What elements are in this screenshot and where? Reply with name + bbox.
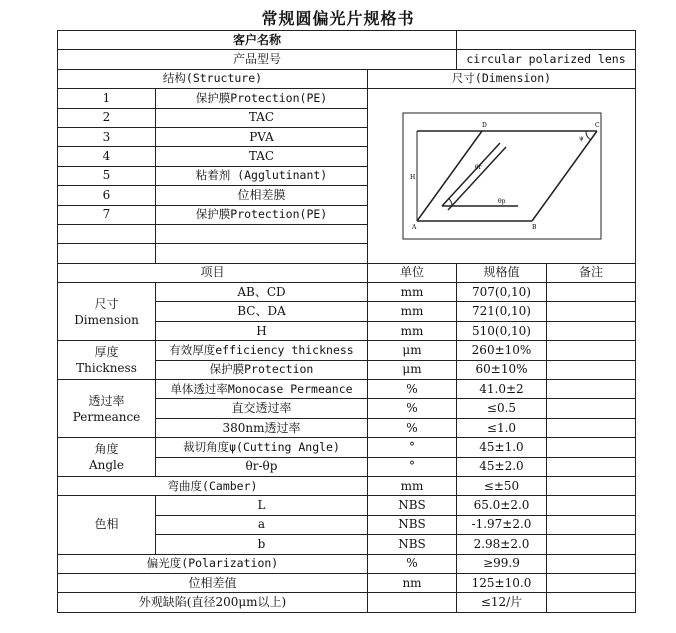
label-h: H — [409, 173, 415, 181]
spec-item: L — [156, 496, 368, 515]
spec-item: 直交透过率 — [156, 399, 368, 418]
spec-remark — [547, 593, 636, 612]
group-permeance — [58, 380, 156, 438]
spec-unit: % — [368, 399, 457, 418]
label-d: D — [481, 121, 487, 129]
spec-remark — [547, 418, 636, 437]
spec-remark — [547, 360, 636, 379]
spec-value: 125±10.0 — [457, 573, 547, 592]
spec-item: θr-θp — [156, 457, 368, 476]
spec-unit: NBS — [368, 535, 457, 554]
spec-row — [58, 593, 636, 612]
structure-header-row — [58, 69, 636, 88]
dimension-label: 尺寸(Dimension) — [368, 69, 636, 88]
group-color: 色相 — [58, 496, 156, 554]
spec-unit: mm — [368, 321, 457, 340]
spec-value: 65.0±2.0 — [457, 496, 547, 515]
spec-unit — [368, 593, 457, 612]
spec-value: 260±10% — [457, 341, 547, 360]
spec-item: 外观缺陷(直径200μm以上) — [58, 593, 368, 612]
customer-name-label: 客户名称 — [58, 31, 457, 50]
spec-remark — [547, 515, 636, 534]
product-model-value: circular polarized lens — [457, 50, 636, 69]
structure-layer: TAC — [156, 108, 368, 127]
label-b: B — [531, 223, 536, 231]
parallelogram-diagram — [402, 111, 602, 241]
spec-item: b — [156, 535, 368, 554]
spec-item: 有效厚度efficiency thickness — [156, 341, 368, 360]
spec-item: 380nm透过率 — [156, 418, 368, 437]
structure-layer: 保护膜Protection(PE) — [156, 205, 368, 224]
spec-item: BC、DA — [156, 302, 368, 321]
spec-value: ≥99.9 — [457, 554, 547, 573]
spec-header-unit: 单位 — [368, 263, 457, 282]
spec-item: 偏光度(Polarization) — [58, 554, 368, 573]
spec-item: 裁切角度ψ(Cutting Angle) — [156, 438, 368, 457]
customer-row — [58, 31, 636, 50]
customer-name-value — [457, 31, 636, 50]
spec-header-row — [58, 263, 636, 282]
spec-row — [58, 341, 636, 360]
spec-value: ≤±50 — [457, 476, 547, 495]
angle-arc-psi — [585, 131, 590, 140]
structure-label: 结构(Structure) — [58, 69, 368, 88]
spec-item: AB、CD — [156, 283, 368, 302]
spec-remark — [547, 457, 636, 476]
spec-header-remark: 备注 — [547, 263, 636, 282]
structure-no: 6 — [58, 186, 156, 205]
structure-no: 2 — [58, 108, 156, 127]
spec-unit: % — [368, 554, 457, 573]
spec-unit: ° — [368, 438, 457, 457]
product-model-label: 产品型号 — [58, 50, 457, 69]
spec-row — [58, 380, 636, 399]
group-dimension — [58, 283, 156, 341]
spec-unit: μm — [368, 341, 457, 360]
edge-cb — [532, 131, 597, 221]
label-c: C — [594, 121, 600, 129]
spec-header-value: 规格值 — [457, 263, 547, 282]
spec-row — [58, 283, 636, 302]
spec-unit: ° — [368, 457, 457, 476]
spec-item: 保护膜Protection — [156, 360, 368, 379]
spec-row — [58, 438, 636, 457]
spec-unit: mm — [368, 283, 457, 302]
structure-no: 5 — [58, 166, 156, 185]
spec-item: 单体透过率Monocase Permeance — [156, 380, 368, 399]
label-theta-p: θp — [497, 197, 505, 205]
spec-value: ≤0.5 — [457, 399, 547, 418]
spec-remark — [547, 476, 636, 495]
spec-remark — [547, 573, 636, 592]
structure-row — [58, 89, 636, 108]
spec-unit: mm — [368, 476, 457, 495]
spec-value: ≤12/片 — [457, 593, 547, 612]
spec-unit: % — [368, 380, 457, 399]
spec-value: ≤1.0 — [457, 418, 547, 437]
document-title: 常规圆偏光片规格书 — [261, 9, 415, 28]
spec-value: 41.0±2 — [457, 380, 547, 399]
spec-row — [58, 554, 636, 573]
structure-layer-empty — [156, 244, 368, 263]
spec-unit: mm — [368, 302, 457, 321]
spec-value: 510(0,10) — [457, 321, 547, 340]
spec-remark — [547, 554, 636, 573]
spec-unit: NBS — [368, 496, 457, 515]
structure-layer: TAC — [156, 147, 368, 166]
spec-header-item: 项目 — [58, 263, 368, 282]
spec-value: 2.98±2.0 — [457, 535, 547, 554]
group-permeance-label: 透过率 Permeance — [72, 393, 141, 424]
spec-remark — [547, 302, 636, 321]
dimension-diagram — [368, 89, 636, 264]
spec-remark — [547, 380, 636, 399]
spec-unit: NBS — [368, 515, 457, 534]
spec-row — [58, 573, 636, 592]
spec-remark — [547, 321, 636, 340]
spec-row — [58, 476, 636, 495]
spec-unit: nm — [368, 573, 457, 592]
spec-remark — [547, 535, 636, 554]
group-angle — [58, 438, 156, 477]
structure-layer: 保护膜Protection(PE) — [156, 89, 368, 108]
spec-value: 721(0,10) — [457, 302, 547, 321]
label-theta-r: θr — [474, 163, 481, 171]
structure-no: 1 — [58, 89, 156, 108]
spec-unit: % — [368, 418, 457, 437]
structure-no: 3 — [58, 127, 156, 146]
spec-remark — [547, 496, 636, 515]
diagram-frame — [403, 113, 601, 239]
group-dimension-label: 尺寸 Dimension — [74, 296, 139, 327]
spec-item: 弯曲度(Camber) — [58, 476, 368, 495]
group-thickness — [58, 341, 156, 380]
label-psi: ψ — [578, 134, 584, 142]
spec-value: 707(0,10) — [457, 283, 547, 302]
spec-table — [57, 30, 636, 613]
spec-remark — [547, 399, 636, 418]
group-thickness-label: 厚度 Thickness — [76, 345, 137, 376]
structure-no-empty — [58, 244, 156, 263]
spec-remark — [547, 341, 636, 360]
spec-value: -1.97±2.0 — [457, 515, 547, 534]
spec-unit: μm — [368, 360, 457, 379]
spec-value: 60±10% — [457, 360, 547, 379]
spec-value: 45±1.0 — [457, 438, 547, 457]
spec-item: H — [156, 321, 368, 340]
label-a: A — [411, 223, 416, 231]
structure-layer: 粘着剂 (Agglutinant) — [156, 166, 368, 185]
structure-layer: 位相差膜 — [156, 186, 368, 205]
spec-item: 位相差值 — [58, 573, 368, 592]
spec-row — [58, 496, 636, 515]
product-model-row — [58, 50, 636, 69]
spec-item: a — [156, 515, 368, 534]
spec-remark — [547, 438, 636, 457]
structure-layer-empty — [156, 224, 368, 243]
structure-no: 7 — [58, 205, 156, 224]
group-angle-label: 角度 Angle — [88, 442, 124, 473]
structure-no-empty — [58, 224, 156, 243]
structure-layer: PVA — [156, 127, 368, 146]
spec-remark — [547, 283, 636, 302]
spec-value: 45±2.0 — [457, 457, 547, 476]
structure-no: 4 — [58, 147, 156, 166]
